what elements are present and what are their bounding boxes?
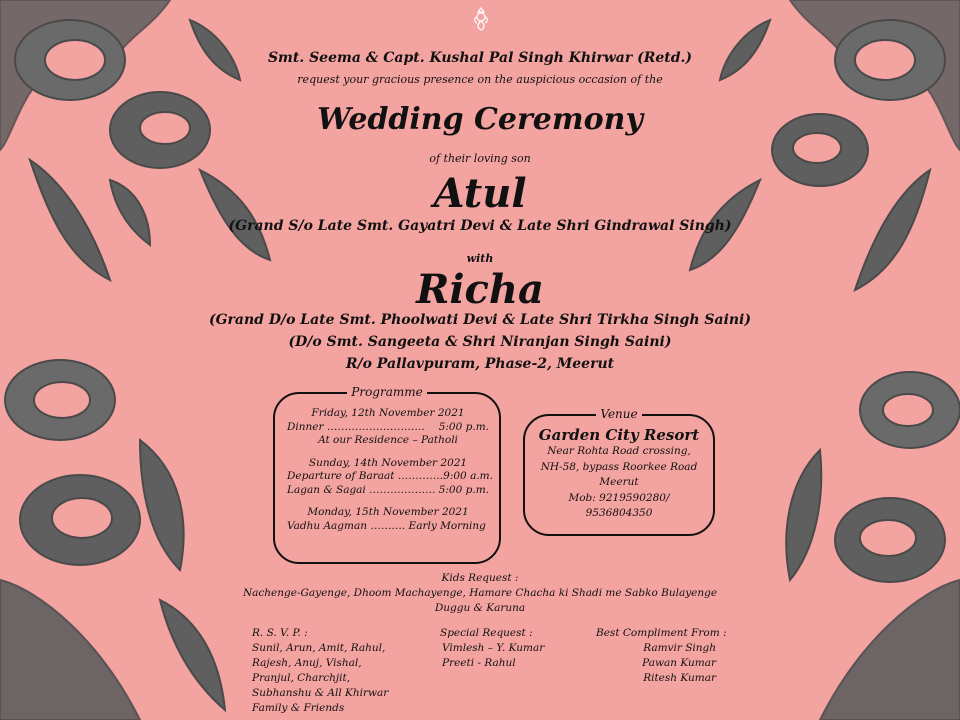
baraat-time: 9:00 a.m.	[443, 470, 493, 482]
programme-day1-date: Friday, 12th November 2021	[311, 407, 465, 419]
bride-parents: (D/o Smt. Sangeeta & Shri Niranjan Singh Saini)	[288, 334, 672, 350]
venue-address-line3: Meerut	[599, 476, 639, 488]
programme-box	[273, 385, 501, 564]
special-request-line: Vimlesh – Y. Kumar	[442, 642, 545, 654]
vadhu-label: Vadhu Aagman ……….	[287, 519, 406, 532]
baraat-label: Departure of Baraat ………….	[287, 470, 444, 482]
programme-lagan-row	[287, 484, 489, 498]
venue-name: Garden City Resort	[538, 426, 700, 444]
lagan-label: Lagan & Sagai ……………….	[287, 483, 436, 496]
venue-title: Venue	[596, 407, 641, 421]
venue-mobile-2: 9536804350	[585, 507, 653, 519]
rsvp-line: Family & Friends	[252, 702, 345, 714]
with-line: with	[466, 252, 494, 265]
programme-day3-date: Monday, 15th November 2021	[307, 506, 469, 518]
venue-mobile-1: Mob: 9219590280/	[568, 491, 670, 504]
special-request-column	[440, 626, 550, 671]
programme-vadhu-row	[287, 520, 489, 534]
rsvp-title: R. S. V. P. :	[252, 627, 308, 639]
dinner-time: 5:00 p.m.	[438, 420, 489, 433]
hosts-line: Smt. Seema & Capt. Kushal Pal Singh Khirwar (Retd.)	[267, 50, 693, 66]
venue-box	[523, 407, 715, 536]
bride-name: Richa	[416, 266, 544, 313]
bride-residence: R/o Pallavpuram, Phase-2, Meerut	[345, 356, 615, 372]
groom-name: Atul	[433, 170, 527, 217]
groom-grandparents: (Grand S/o Late Smt. Gayatri Devi & Late Shri Gindrawal Singh)	[228, 218, 732, 234]
rsvp-column	[252, 626, 388, 716]
dinner-label: Dinner ……………………….	[287, 420, 425, 433]
floral-corner-bottom-left	[0, 340, 260, 720]
request-line: request your gracious presence on the auspicious occasion of the	[297, 73, 663, 86]
vadhu-time: Early Morning	[408, 519, 486, 532]
floral-corner-bottom-right	[760, 340, 960, 720]
dinner-place: At our Residence – Patholi	[318, 434, 458, 446]
rsvp-line: Subhanshu & All Khirwar	[252, 687, 389, 699]
kids-request-names: Duggu & Karuna	[434, 602, 526, 614]
ganesh-emblem-icon	[472, 6, 490, 32]
kids-request-title: Kids Request :	[441, 572, 519, 584]
special-request-title: Special Request :	[440, 627, 533, 639]
programme-title: Programme	[347, 385, 426, 399]
compliments-line: Pawan Kumar	[642, 657, 716, 669]
lagan-time: 5:00 p.m.	[438, 483, 489, 496]
rsvp-line: Pranjul, Charchjit,	[252, 672, 351, 684]
rsvp-line: Sunil, Arun, Amit, Rahul,	[252, 642, 386, 654]
compliments-line: Ritesh Kumar	[643, 672, 716, 684]
programme-dinner-row	[287, 421, 489, 435]
bride-grandparents: (Grand D/o Late Smt. Phoolwati Devi & Late Shri Tirkha Singh Saini)	[208, 312, 752, 328]
programme-day2-date: Sunday, 14th November 2021	[308, 456, 468, 469]
compliments-column	[596, 626, 726, 686]
ceremony-title: Wedding Ceremony	[317, 102, 643, 137]
rsvp-line: Rajesh, Anuj, Vishal,	[252, 657, 362, 669]
compliments-title: Best Compliment From :	[596, 627, 727, 639]
kids-request-message: Nachenge-Gayenge, Dhoom Machayenge, Hamare Chacha ki Shadi me Sabko Bulayenge	[242, 587, 718, 599]
venue-address-line1: Near Rohta Road crossing,	[547, 445, 691, 457]
compliments-line: Ramvir Singh	[643, 642, 716, 654]
programme-baraat-row	[287, 470, 493, 484]
of-son-line: of their loving son	[429, 152, 531, 165]
special-request-line: Preeti - Rahul	[442, 657, 516, 669]
venue-address-line2: NH-58, bypass Roorkee Road	[540, 460, 698, 473]
